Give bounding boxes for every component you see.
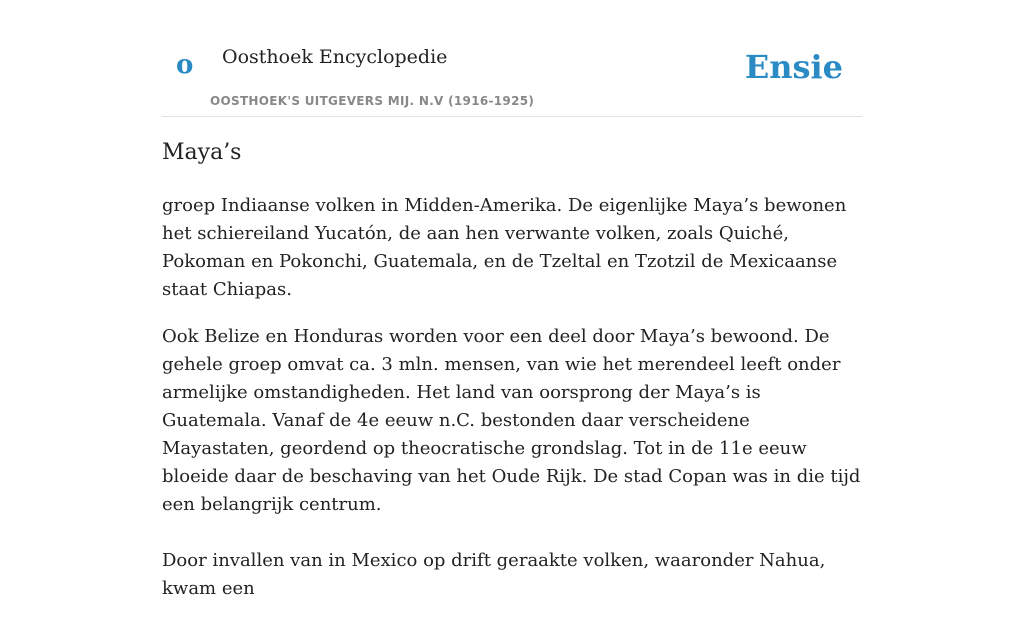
brand-logo-link[interactable]: Ensie	[744, 48, 843, 86]
page-container	[162, 0, 862, 599]
entry-paragraph-2: Ook Belize en Honduras worden voor een deel door Maya’s bewoond. De gehele groep omvat ca. 3 mln. mensen, van wie het merendeel leeft onder armelijke omstandigheden. Het land van oorsprong der Maya’s is Guatemala. Vanaf de 4e eeuw n.C. bestonden daar verscheidene Mayastaten, geordend op theocratische grondslag. Tot in de 11e eeuw bloeide daar de beschaving van het Oude Rijk. De stad Copan was in die tijd een belangrijk centrum.	[162, 326, 861, 515]
publisher-subtitle: OOSTHOEK'S UITGEVERS MIJ. N.V (1916-1925)	[210, 94, 535, 108]
entry-paragraph-1: groep Indiaanse volken in Midden-Amerika. De eigenlijke Maya’s bewonen het schiereiland Yucatón, de aan hen verwante volken, zoals Quiché, Pokoman en Pokonchi, Guatemala, en de Tzeltal en Tzotzil de Mexicaanse staat Chiapas.	[162, 195, 847, 300]
entry-paragraph-3: Door invallen van in Mexico op drift geraakte volken, waaronder Nahua, kwam een	[162, 550, 826, 599]
entry-body	[162, 192, 862, 622]
entry-title: Maya’s	[162, 140, 242, 165]
site-title-link[interactable]: Oosthoek Encyclopedie	[222, 46, 448, 68]
logo-icon[interactable]: o	[176, 50, 194, 80]
site-header	[162, 0, 862, 117]
